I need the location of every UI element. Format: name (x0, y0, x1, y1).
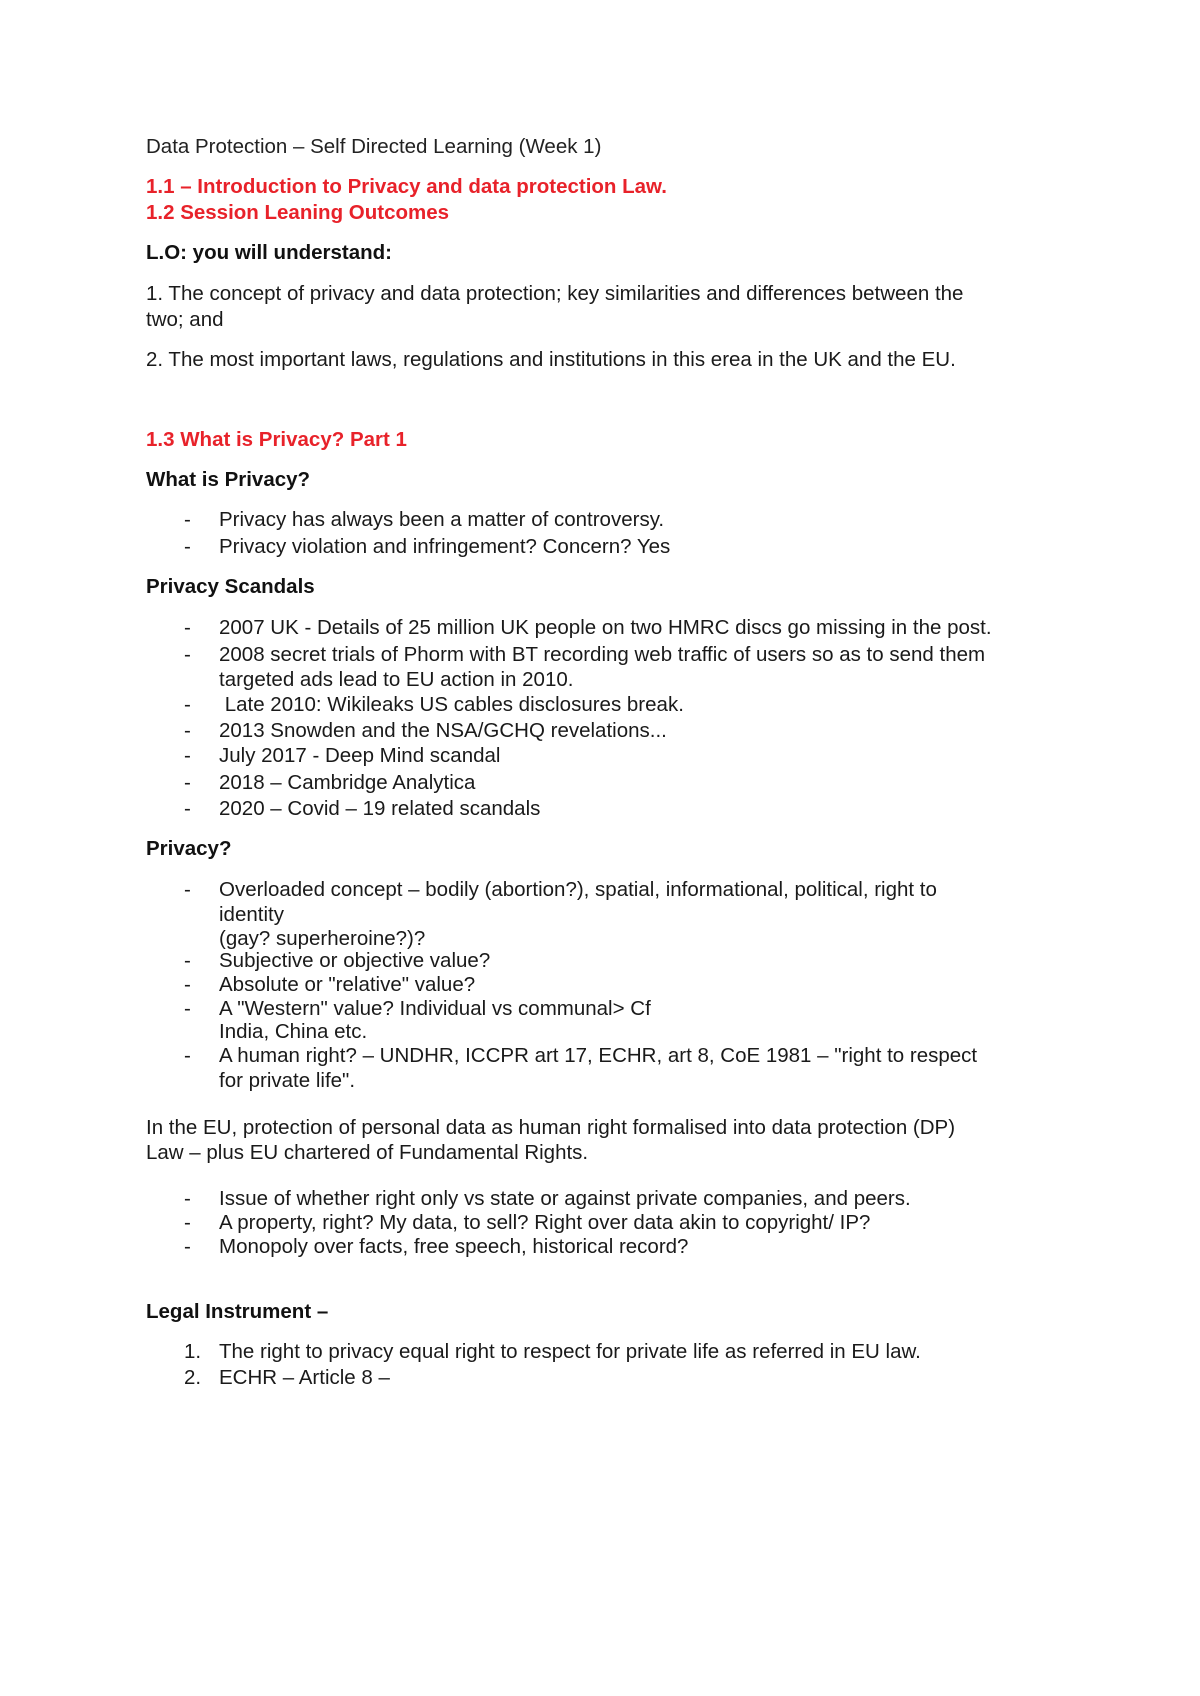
list-item-text: ECHR – Article 8 – (219, 1366, 390, 1389)
list-item-text: Late 2010: Wikileaks US cables disclosures break. (219, 693, 684, 716)
list-item-text: 2007 UK - Details of 25 million UK people on two HMRC discs go missing in the post. (219, 616, 992, 639)
learning-outcomes-heading: L.O: you will understand: (146, 241, 392, 264)
list-number: 2. (184, 1366, 202, 1389)
list-item-text: Absolute or "relative" value? (219, 973, 476, 996)
document-title: Data Protection – Self Directed Learning (Week 1) (146, 135, 602, 158)
list-item-text: India, China etc. (219, 1020, 368, 1043)
list-number: 1. (184, 1340, 202, 1363)
list-item-text: Privacy has always been a matter of controversy. (219, 508, 665, 531)
list-item-text: A human right? – UNDHR, ICCPR art 17, ECHR, art 8, CoE 1981 – "right to respect (219, 1044, 978, 1067)
list-dash: - (184, 1211, 191, 1234)
list-dash: - (184, 878, 191, 901)
list-item-text: Overloaded concept – bodily (abortion?), spatial, informational, political, right to (219, 878, 937, 901)
list-dash: - (184, 693, 191, 716)
list-item-text: Subjective or objective value? (219, 949, 491, 972)
list-item-text: Monopoly over facts, free speech, historical record? (219, 1235, 689, 1258)
list-dash: - (184, 973, 191, 996)
learning-outcome-1-line2: two; and (146, 308, 224, 331)
list-dash: - (184, 1235, 191, 1258)
section-heading-1-1: 1.1 – Introduction to Privacy and data protection Law. (146, 175, 667, 198)
list-item-text: The right to privacy equal right to respect for private life as referred in EU law. (219, 1340, 921, 1363)
list-dash: - (184, 797, 191, 820)
eu-paragraph-line1: In the EU, protection of personal data as human right formalised into data protection (DP) (146, 1116, 956, 1139)
eu-paragraph-line2: Law – plus EU chartered of Fundamental Rights. (146, 1141, 589, 1164)
list-item-text: A property, right? My data, to sell? Right over data akin to copyright/ IP? (219, 1211, 871, 1234)
list-item-text: 2013 Snowden and the NSA/GCHQ revelations... (219, 719, 667, 742)
list-dash: - (184, 643, 191, 666)
list-item-text: Issue of whether right only vs state or against private companies, and peers. (219, 1187, 911, 1210)
list-item-text: (gay? superheroine?)? (219, 927, 426, 950)
list-item-text: targeted ads lead to EU action in 2010. (219, 668, 574, 691)
learning-outcome-2: 2. The most important laws, regulations and institutions in this erea in the UK and the EU. (146, 348, 956, 371)
list-dash: - (184, 1187, 191, 1210)
list-item-text: 2018 – Cambridge Analytica (219, 771, 476, 794)
list-dash: - (184, 719, 191, 742)
list-dash: - (184, 535, 191, 558)
section-heading-1-3: 1.3 What is Privacy? Part 1 (146, 428, 407, 451)
list-item-text: 2020 – Covid – 19 related scandals (219, 797, 541, 820)
section-heading-1-2: 1.2 Session Leaning Outcomes (146, 201, 450, 224)
list-item-text: Privacy violation and infringement? Concern? Yes (219, 535, 671, 558)
list-item-text: identity (219, 903, 284, 926)
what-is-privacy-heading: What is Privacy? (146, 468, 311, 491)
privacy-question-heading: Privacy? (146, 837, 232, 860)
list-dash: - (184, 1044, 191, 1067)
list-dash: - (184, 616, 191, 639)
privacy-scandals-heading: Privacy Scandals (146, 575, 315, 598)
list-item-text: July 2017 - Deep Mind scandal (219, 744, 501, 767)
learning-outcome-1-line1: 1. The concept of privacy and data protection; key similarities and differences between the (146, 282, 964, 305)
list-item-text: 2008 secret trials of Phorm with BT recording web traffic of users so as to send them (219, 643, 986, 666)
list-dash: - (184, 771, 191, 794)
list-dash: - (184, 744, 191, 767)
list-dash: - (184, 508, 191, 531)
list-item-text: for private life". (219, 1069, 356, 1092)
list-dash: - (184, 997, 191, 1020)
list-dash: - (184, 949, 191, 972)
list-item-text: A "Western" value? Individual vs communal> Cf (219, 997, 651, 1020)
legal-instrument-heading: Legal Instrument – (146, 1300, 329, 1323)
